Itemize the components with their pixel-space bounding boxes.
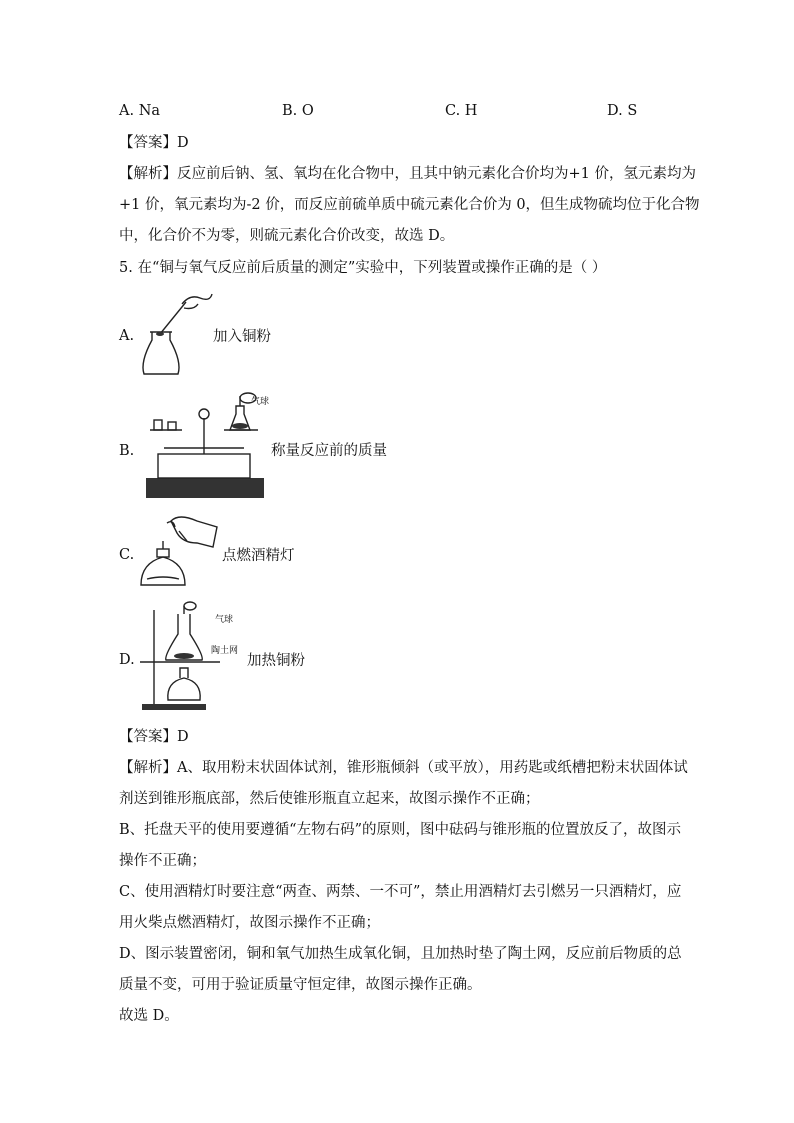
analysis-line: 【解析】反应前后钠、氢、氧均在化合物中，且其中钠元素化合价均为+1 价，氢元素均为 [119,166,696,182]
analysis-line: 剂送到锥形瓶底部，然后使锥形瓶直立起来，故图示操作不正确； [119,791,540,807]
option-d-letter: D. [119,652,135,668]
analysis-line: 中，化合价不为零，则硫元素化合价改变，故选 D。 [119,228,455,244]
analysis-line: 操作不正确； [119,853,206,869]
analysis-line: D、图示装置密闭，铜和氧气加热生成氧化铜，且加热时垫了陶土网，反应前后物质的总 [119,946,682,962]
option-a: A. Na [119,103,161,119]
analysis-line: 故选 D。 [119,1008,179,1024]
option-c-letter: C. [119,547,135,563]
figure-balance-weighing [144,392,266,504]
option-b: B. O [282,103,314,119]
analysis-line: +1 价，氧元素均为-2 价，而反应前硫单质中硫元素化合价为 0，但生成物硫均位于化合物 [119,197,700,213]
figure-heat-copper-powder [140,604,250,714]
analysis-line: 用火柴点燃酒精灯，故图示操作不正确； [119,915,380,931]
option-d-caption: 加热铜粉 [247,653,305,669]
option-b-letter: B. [119,443,135,459]
balloon-label: 气球 [215,615,234,625]
figure-add-copper-powder [138,290,218,380]
option-c-caption: 点燃酒精灯 [222,548,295,564]
option-a-caption: 加入铜粉 [213,329,271,345]
option-d: D. S [607,103,638,119]
answer-label: 【答案】D [119,135,189,151]
option-a-letter: A. [119,328,135,344]
analysis-line: 质量不变，可用于验证质量守恒定律，故图示操作正确。 [119,977,482,993]
question-stem: 5. 在“铜与氧气反应前后质量的测定”实验中，下列装置或操作正确的是（ ） [119,260,607,276]
gauze-label: 陶土网 [211,646,239,656]
analysis-line: B、托盘天平的使用要遵循“左物右码”的原则，图中砝码与锥形瓶的位置放反了，故图示 [119,822,681,838]
analysis-line: C、使用酒精灯时要注意“两查、两禁、一不可”，禁止用酒精灯去引燃另一只酒精灯，应 [119,884,682,900]
figure-light-alcohol-lamp [137,513,223,599]
option-b-caption: 称量反应前的质量 [271,443,387,459]
analysis-line: 【解析】A、取用粉末状固体试剂，锥形瓶倾斜（或平放），用药匙或纸槽把粉末状固体试 [119,760,688,776]
answer-label: 【答案】D [119,729,189,745]
option-c: C. H [445,103,478,119]
balloon-label: 气球 [251,397,270,407]
